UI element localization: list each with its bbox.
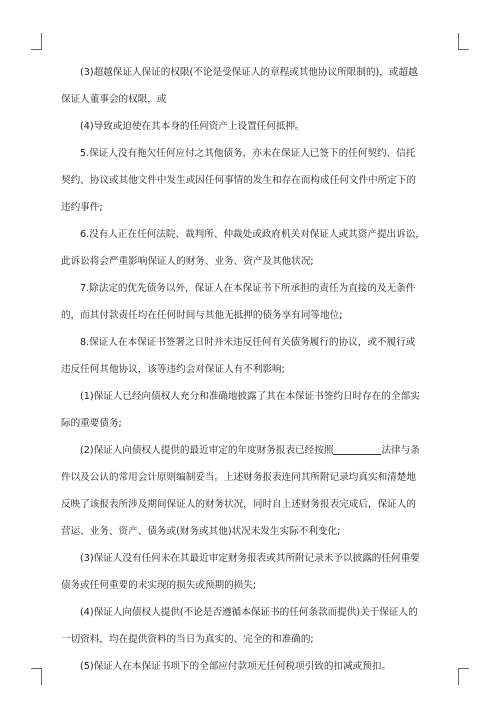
text-line: (3)保证人没有任何未在其最近审定财务报表或其所附记录未予以披露的任何重要 <box>80 553 420 564</box>
text-line: 际的重要债务; <box>61 418 122 429</box>
text-line: 一切资料，均在提供资料的当日为真实的、完全的和准确的; <box>61 634 314 645</box>
text-before-blank: (2)保证人向债权人提供的最近审定的年度财务报表已经按照 <box>80 445 334 456</box>
text-line: (1)保证人已经向债权人充分和准确地披露了其在本保证书签约日时存在的全部实 <box>80 391 420 402</box>
clause-5 <box>61 140 447 221</box>
text-line: 的，而其付款责任均在任何时间与其他无抵押的债务享有同等地位; <box>61 310 343 321</box>
document-body <box>61 59 447 680</box>
text-after-blank: 法律与条 <box>381 445 420 456</box>
text-line: (4)导致或迫使在其本身的任何资产上设置任何抵押。 <box>80 121 305 132</box>
text-line: 保证人董事会的权限，或 <box>61 94 167 105</box>
clause-4 <box>61 113 447 140</box>
subclause-3 <box>61 545 447 599</box>
text-line: 6.没有人正在任何法院、裁判所、仲裁处或政府机关对保证人或其资产提出诉讼， <box>80 229 425 240</box>
clause-3 <box>61 59 447 113</box>
text-line: (5)保证人在本保证书项下的全部应付款项无任何税项引致的扣减或预扣。 <box>80 661 391 672</box>
text-line: 件以及公认的常用会计原则编制妥当。上述财务报表连同其所附记录均真实和清楚地 <box>61 472 416 483</box>
crop-mark-bottom-left <box>31 668 42 685</box>
text-line-with-blank <box>61 437 447 464</box>
text-line: 营运、业务、资产、债务或(财务或其他)状况未发生实际不利变化; <box>61 526 341 537</box>
text-line: 违反任何其他协议，该等违约会对保证人有不利影响; <box>61 364 285 375</box>
text-line: (4)保证人向债权人提供(不论是否遵循本保证书的任何条款而提供)关于保证人的 <box>80 607 418 618</box>
clause-6 <box>61 221 447 275</box>
crop-mark-top-left <box>31 33 42 50</box>
subclause-5 <box>61 653 447 680</box>
text-line: 5.保证人没有拖欠任何应付之其他债务，亦未在保证人已签下的任何契约、信托 <box>80 148 416 159</box>
text-line: 8.保证人在本保证书签署之日时并未违反任何有关债务履行的协议，或不履行或 <box>80 337 416 348</box>
subclause-2 <box>61 437 447 545</box>
text-line: 7.除法定的优先债务以外，保证人在本保证书下所承担的责任为直接的及无条件 <box>80 283 416 294</box>
subclause-1 <box>61 383 447 437</box>
text-line: 反映了该报表所涉及期间保证人的财务状况，同时自上述财务报表完成后，保证人的 <box>61 499 416 510</box>
clause-7 <box>61 275 447 329</box>
text-line: 违约事件; <box>61 202 103 213</box>
crop-mark-bottom-right <box>458 668 469 685</box>
subclause-4 <box>61 599 447 653</box>
text-line: (3)超越保证人保证的权限(不论是受保证人的章程或其他协议所限制的)，或超越 <box>80 67 418 78</box>
clause-8 <box>61 329 447 383</box>
text-line: 此诉讼将会严重影响保证人的财务、业务、资产及其他状况; <box>61 256 314 267</box>
crop-mark-top-right <box>458 33 469 50</box>
text-line: 债务或任何重要的未实现的损失或预期的损失; <box>61 580 257 591</box>
fill-in-blank[interactable] <box>333 444 381 455</box>
text-line: 契约、协议或其他文件中发生或因任何事情的发生和存在而构成任何文件中所定下的 <box>61 175 416 186</box>
